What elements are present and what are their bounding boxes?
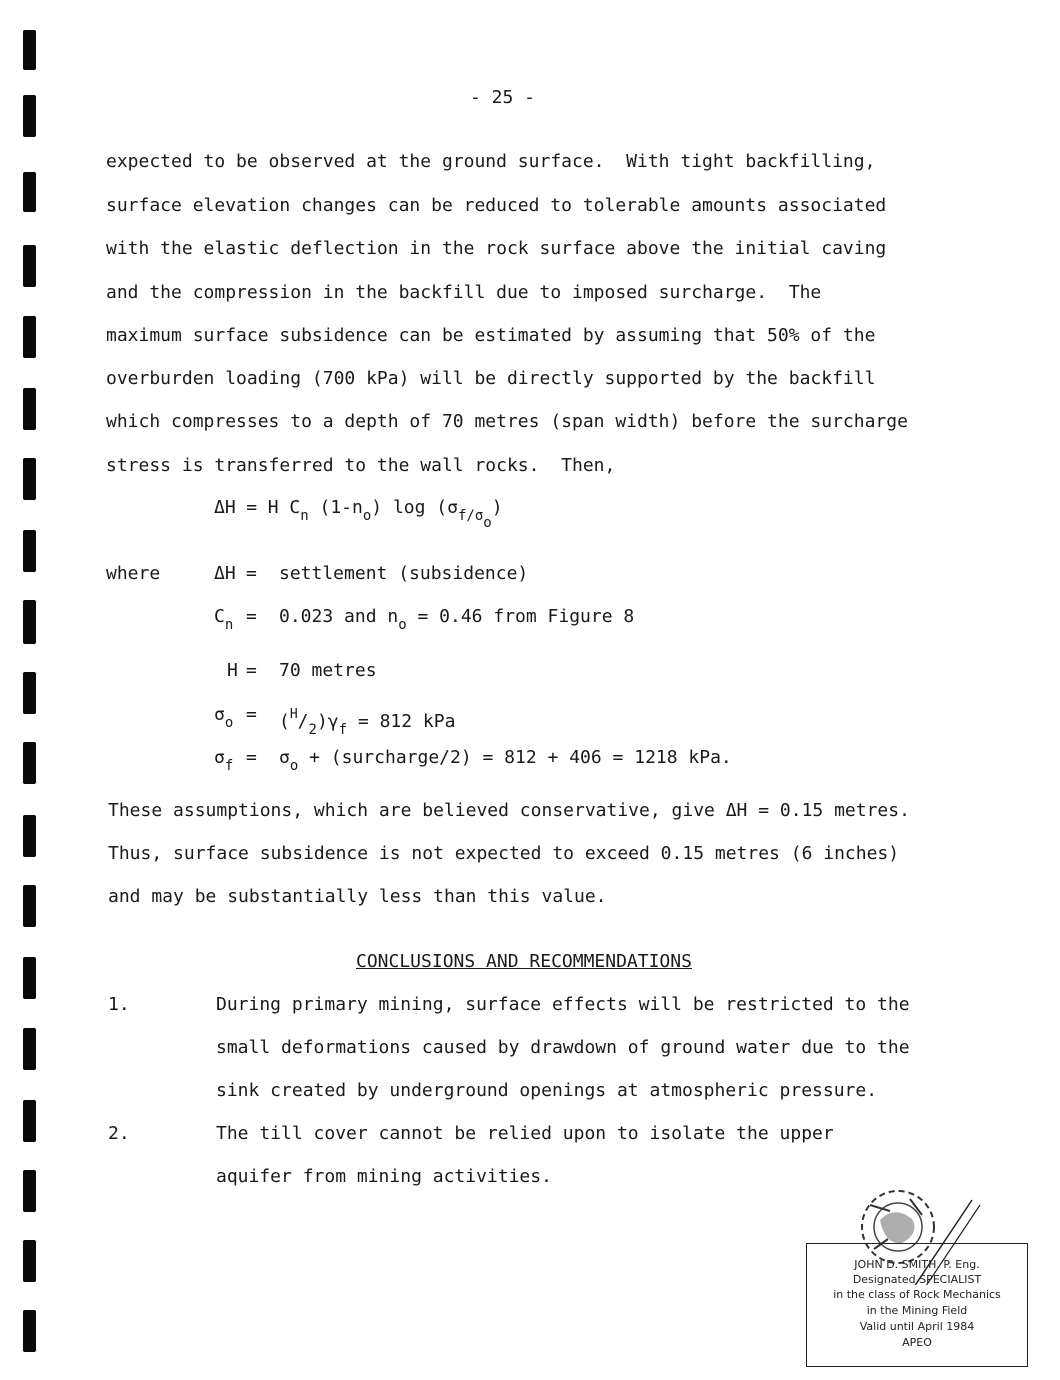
list-item-line: small deformations caused by drawdown of ground water due to the [216,1037,910,1058]
stamp-line: Valid until April 1984 [859,1320,975,1333]
def-symbol: $\sigma_f$ [214,747,234,774]
def-equals: = [246,563,257,584]
page-number: - 25 - [470,87,536,108]
list-item-number: 2. [108,1123,130,1144]
equation-equals: = [246,497,258,518]
def-text: $\sigma_o$ + (surcharge/2) = 812 + 406 = 1218 kPa. [279,747,732,774]
paragraph-line: Thus, surface subsidence is not expected to exceed 0.15 metres (6 inches) [108,843,900,864]
list-item-line: During primary mining, surface effects will be restricted to the [216,994,910,1015]
def-symbol: H [227,660,238,681]
def-symbol: $\sigma_o$ [214,704,234,731]
stamp-line: JOHN D. SMITH, P. Eng. [854,1258,980,1271]
paragraph-line: and the compression in the backfill due to imposed surcharge. The [106,282,822,303]
paragraph-line: maximum surface subsidence can be estimated by assuming that 50% of the [106,325,876,346]
paragraph-line: overburden loading (700 kPa) will be directly supported by the backfill [106,368,876,389]
def-equals: = [246,747,257,768]
paragraph-line: These assumptions, which are believed conservative, give ΔH = 0.15 metres. [108,800,910,821]
list-item-line: aquifer from mining activities. [216,1166,552,1187]
paragraph-line: surface elevation changes can be reduced to tolerable amounts associated [106,195,887,216]
def-text: settlement (subsidence) [279,563,529,584]
stamp-line: in the Mining Field [866,1304,968,1317]
paragraph-line: which compresses to a depth of 70 metres (span width) before the surcharge [106,411,908,432]
paragraph-line: stress is transferred to the wall rocks. Then, [106,455,616,476]
subsidence-equation: ΔH = H $C_n$ $(1-n_o)$ $\log (\sigma_{f/\sigma o})$ [214,497,503,531]
def-equals: = [246,660,257,681]
stamp-line: Designated SPECIALIST [852,1273,982,1286]
def-text: 70 metres [279,660,377,681]
list-item-number: 1. [108,994,130,1015]
def-equals: = [246,606,257,627]
paragraph-line: expected to be observed at the ground surface. With tight backfilling, [106,151,876,172]
paragraph-line: with the elastic deflection in the rock surface above the initial caving [106,238,887,259]
def-equals: = [246,704,257,725]
section-heading: CONCLUSIONS AND RECOMMENDATIONS [356,951,692,972]
stamp-line: APEO [902,1336,932,1349]
def-text: $(^H/_2)\gamma_f = 812$ kPa [279,707,456,738]
engineer-stamp [806,1243,1028,1367]
list-item-line: sink created by underground openings at atmospheric pressure. [216,1080,878,1101]
def-symbol: $C_n$ [214,606,234,633]
def-text: 0.023 and $n_o = 0.46$ from Figure 8 [279,606,635,633]
where-label: where [106,563,161,584]
stamp-line: in the class of Rock Mechanics [833,1288,1001,1301]
paragraph-line: and may be substantially less than this value. [108,886,607,907]
def-symbol: ΔH [214,563,236,584]
equation-lhs: ΔH [214,497,236,518]
list-item-line: The till cover cannot be relied upon to isolate the upper [216,1123,834,1144]
